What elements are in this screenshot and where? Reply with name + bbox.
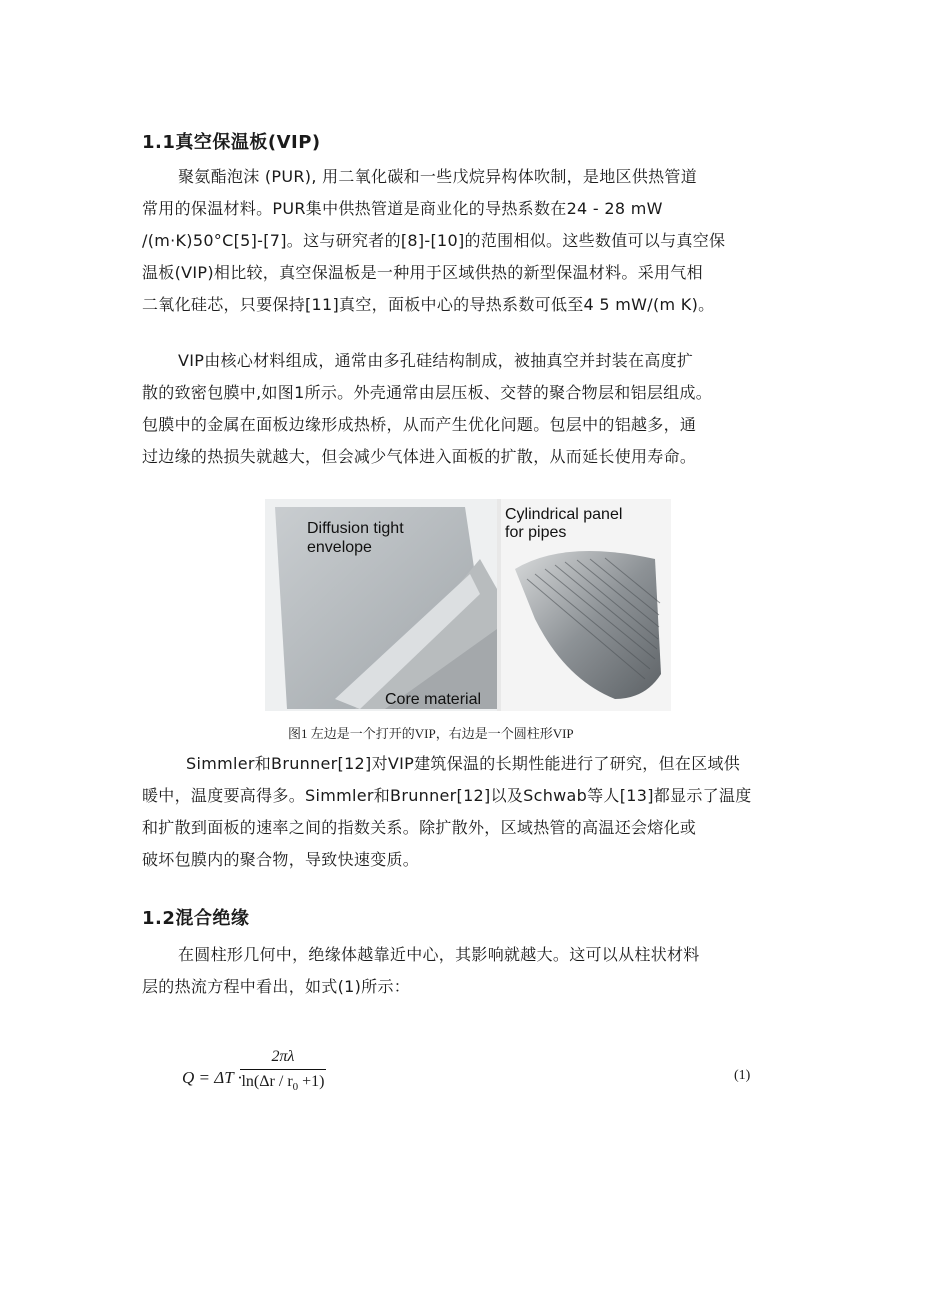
text-line: 温板(VIP)相比较，真空保温板是一种用于区域供热的新型保温材料。采用气相 [142, 263, 703, 282]
text-line: 包膜中的金属在面板边缘形成热桥，从而产生优化问题。包层中的铝越多，通 [142, 415, 697, 434]
text-line: 暖中，温度要高得多。Simmler和Brunner[12]以及Schwab等人[13]都显示了温度 [142, 786, 752, 805]
paragraph-pur [142, 161, 775, 321]
text-line: 和扩散到面板的速率之间的指数关系。除扩散外，区域热管的高温还会熔化或 [142, 818, 697, 837]
label-envelope-line2: envelope [307, 539, 372, 556]
equation-denominator [240, 1070, 326, 1093]
figure-caption: 图1 左边是一个打开的VIP，右边是一个圆柱形VIP [288, 726, 574, 741]
equation-1 [182, 1048, 782, 1108]
equation-subscript: 0 [292, 1081, 299, 1094]
text-line: 二氧化硅芯，只要保持[11]真空，面板中心的导热系数可低至4 5 mW/(m K)。 [142, 295, 715, 314]
equation-denominator-tail: +1) [298, 1073, 325, 1090]
text-line: 散的致密包膜中,如图1所示。外壳通常由层压板、交替的聚合物层和铝层组成。 [142, 383, 713, 402]
label-envelope: Diffusion tight [307, 520, 404, 537]
text-line: 在圆柱形几何中，绝缘体越靠近中心，其影响就越大。这可以从柱状材料 [178, 945, 700, 964]
vip-photo-illustration [265, 499, 671, 711]
text-line: 层的热流方程中看出，如式(1)所示： [142, 977, 411, 996]
text-line: /(m·K)50°C[5]-[7]。这与研究者的[8]-[10]的范围相似。这些数值可以与真空保 [142, 231, 726, 250]
equation-fraction [240, 1048, 326, 1093]
paragraph-hybrid [142, 939, 775, 1003]
figure-vip-photo [265, 499, 671, 711]
label-core-material: Core material [385, 691, 482, 708]
text-line: Simmler和Brunner[12]对VIP建筑保温的长期性能进行了研究，但在区域供 [186, 754, 741, 773]
section1-heading: 1.1真空保温板(VIP) [142, 132, 321, 153]
text-line: 聚氨酯泡沫 (PUR), 用二氧化碳和一些戊烷异构体吹制，是地区供热管道 [178, 167, 698, 186]
equation-denominator-main: ln(Δr / r [241, 1073, 293, 1090]
paragraph-simmler [142, 748, 775, 876]
text-line: 破坏包膜内的聚合物，导致快速变质。 [142, 850, 420, 869]
paragraph-vip-structure [142, 345, 775, 473]
label-cylindrical-line2: for pipes [505, 524, 567, 541]
text-line: 常用的保温材料。PUR集中供热管道是商业化的导热系数在24 - 28 mW [142, 199, 663, 218]
equation-lhs: Q = ΔT · [182, 1068, 242, 1087]
label-cylindrical: Cylindrical panel [505, 506, 623, 523]
equation-number: (1) [734, 1068, 751, 1083]
text-line: 过边缘的热损失就越大，但会减少气体进入面板的扩散，从而延长使用寿命。 [142, 447, 697, 466]
text-line: VIP由核心材料组成，通常由多孔硅结构制成，被抽真空并封装在高度扩 [178, 351, 694, 370]
equation-numerator: 2πλ [240, 1048, 326, 1070]
section2-heading: 1.2混合绝缘 [142, 908, 250, 929]
